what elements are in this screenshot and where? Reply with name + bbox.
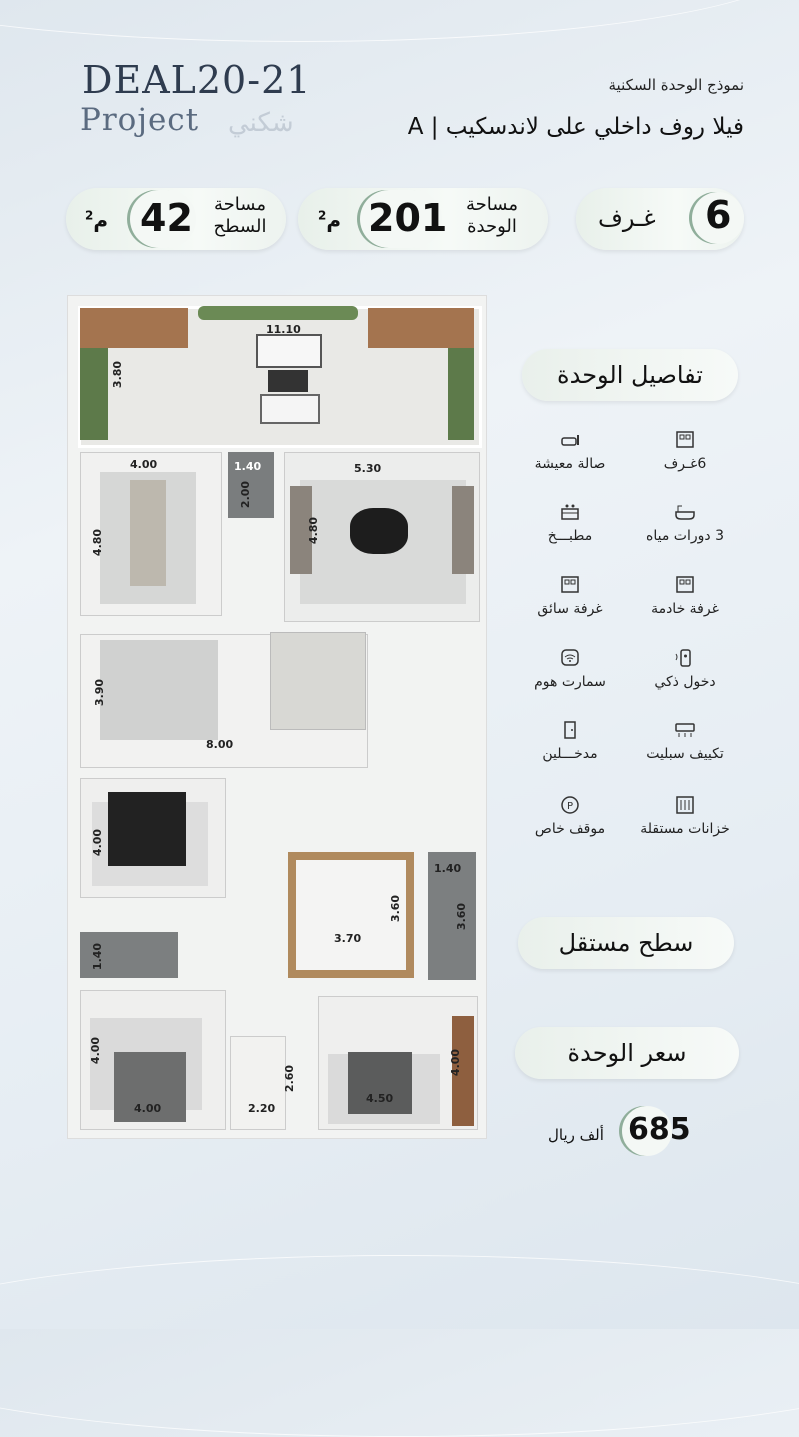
terrace-table	[256, 334, 322, 368]
feature-label: 3 دورات مياه	[646, 528, 724, 544]
dim-closet-height: 2.60	[283, 1064, 297, 1093]
feature-label: خزانات مستقلة	[640, 821, 730, 837]
dim-bed1-height: 4.00	[91, 828, 105, 857]
feature-label: تكييف سبليت	[646, 746, 724, 762]
feature-item	[515, 502, 625, 544]
logo-arabic-text: شكني	[228, 108, 294, 138]
unit-title: فيلا روف داخلي على لاندسكيب | A	[407, 114, 744, 140]
greenery-top	[198, 306, 358, 320]
living-sofa-right	[452, 486, 474, 574]
hall-rug	[100, 640, 218, 740]
bedroom-1-bed	[108, 792, 186, 866]
feature-label: سمارت هوم	[534, 674, 606, 690]
dim-bath1-width: 1.40	[234, 460, 262, 473]
dim-bed3-width: 4.50	[366, 1092, 394, 1105]
unit-area-unit: $^2$م	[318, 208, 342, 232]
floor-plan	[68, 296, 486, 1138]
roof-area-value: 42	[140, 196, 193, 240]
feature-item	[515, 795, 625, 837]
feature-item	[630, 720, 740, 762]
rooms-count: 6	[705, 193, 732, 237]
maid-room-icon	[674, 575, 696, 595]
greenery-right	[448, 348, 474, 440]
terrace-lounger	[268, 370, 308, 392]
dim-bed1-width: 4.00	[138, 790, 166, 803]
parking-icon	[559, 795, 581, 815]
dim-dining-width: 4.00	[130, 458, 158, 471]
price-value: 685	[628, 1112, 691, 1147]
logo-deal-text: DEAL20-21	[82, 58, 312, 102]
independent-roof-banner: سطح مستقل	[518, 917, 734, 969]
feature-item	[515, 575, 625, 617]
dim-roof-height: 3.80	[111, 360, 125, 389]
dim-kitchen-width: 3.70	[334, 932, 362, 945]
feature-label: دخول ذكي	[654, 674, 716, 690]
logo-project-text: Project	[80, 102, 200, 138]
feature-label: موقف خاص	[534, 821, 606, 837]
closet	[230, 1036, 286, 1130]
bedroom-icon	[674, 430, 696, 450]
greenery-left	[80, 348, 108, 440]
door-icon	[559, 720, 581, 740]
price-unit: ألف ريال	[548, 1126, 604, 1144]
wifi-icon	[559, 648, 581, 668]
feature-item	[630, 502, 740, 544]
background-swoosh	[0, 0, 799, 42]
living-coffee-table	[350, 508, 408, 554]
unit-area-label: مساحة الوحدة	[466, 194, 518, 237]
unit-model-subtitle: نموذج الوحدة السكنية	[608, 76, 744, 94]
terrace-chairs	[260, 394, 320, 424]
unit-area-value: 201	[368, 196, 448, 240]
feature-item	[630, 648, 740, 690]
hall-lounge-sofa	[270, 632, 366, 730]
svg-text:P: P	[566, 801, 574, 812]
water-tank-icon	[674, 795, 696, 815]
split-ac-icon	[674, 720, 696, 740]
feature-item	[630, 575, 740, 617]
dim-bed3-height: 4.00	[449, 1048, 463, 1077]
dim-dining-height: 4.80	[91, 528, 105, 557]
feature-item	[515, 648, 625, 690]
unit-price-title: سعر الوحدة	[515, 1027, 739, 1079]
driver-room-icon	[559, 575, 581, 595]
dim-bath2-height: 1.40	[91, 942, 105, 971]
feature-label: 6غـرف	[663, 456, 707, 472]
feature-item	[515, 720, 625, 762]
planter-right	[368, 308, 474, 348]
dim-bed2-height: 4.00	[89, 1036, 103, 1065]
dim-bed2-width: 4.00	[134, 1102, 162, 1115]
sofa-icon	[559, 430, 581, 450]
roof-area-label: مساحة السطح	[213, 194, 267, 237]
feature-item	[630, 430, 740, 472]
planter-left	[80, 308, 188, 348]
feature-label: مطبـــخ	[547, 528, 593, 544]
dim-hall-width: 8.00	[206, 738, 234, 751]
dim-living-width: 5.30	[354, 462, 382, 475]
background-swoosh	[0, 1255, 799, 1437]
dim-closet-width: 2.20	[248, 1102, 276, 1115]
feature-label: مدخـــلين	[542, 746, 598, 762]
feature-item	[630, 795, 740, 837]
feature-label: غرفة سائق	[537, 601, 603, 617]
dining-table	[130, 480, 166, 586]
dim-living-height: 4.80	[307, 516, 321, 545]
feature-label: غرفة خادمة	[651, 601, 719, 617]
kitchen-icon	[559, 502, 581, 522]
unit-details-title: تفاصيل الوحدة	[522, 349, 738, 401]
dim-roof-width: 11.10	[266, 323, 301, 336]
feature-label: صالة معيشة	[534, 456, 606, 472]
dim-bath1-height: 2.00	[239, 480, 253, 509]
dim-hall-height: 3.90	[93, 678, 107, 707]
smart-lock-icon	[674, 648, 696, 668]
dim-kitchen-height: 3.60	[389, 894, 403, 923]
dim-bath3-height: 3.60	[455, 902, 469, 931]
dim-bath3-width: 1.40	[434, 862, 462, 875]
rooms-label: غـرف	[598, 204, 656, 232]
roof-area-unit: $^2$م	[85, 208, 109, 232]
feature-item	[515, 430, 625, 472]
bathtub-icon	[674, 502, 696, 522]
